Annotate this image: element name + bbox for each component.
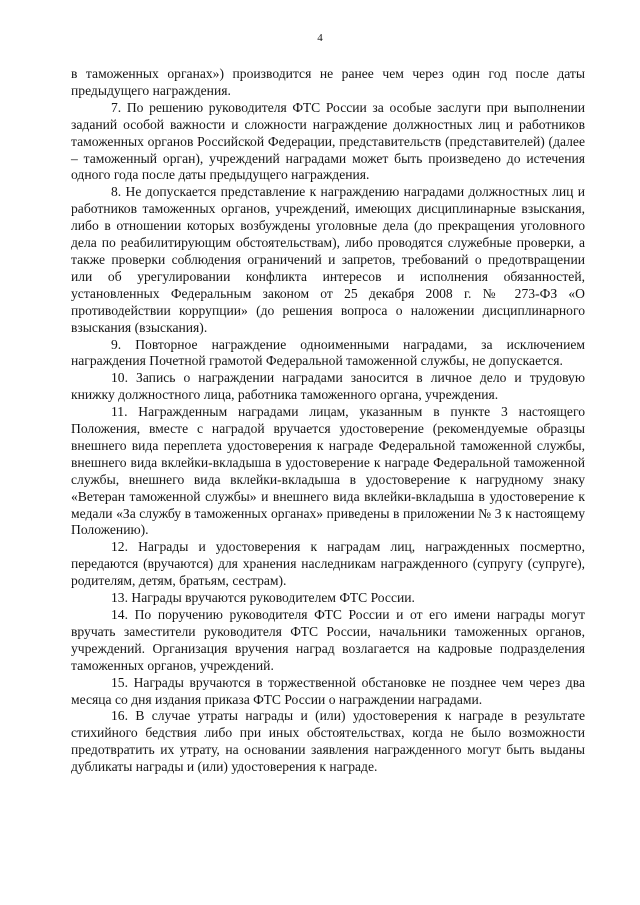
document-body	[71, 66, 585, 776]
paragraph-continuation: в таможенных органах») производится не ранее чем через один год после даты предыдущего награждения.	[71, 66, 585, 98]
paragraph-15: 15. Награды вручаются в торжественной обстановке не позднее чем через два месяца со дня издания приказа ФТС России о награждении наградами.	[71, 674, 585, 707]
paragraph-11: 11. Награжденным наградами лицам, указанным в пункте 3 настоящего Положения, вместе с наградой вручается удостоверение (рекомендуемые образцы внешнего вида переплета удостоверения к награде Федеральной таможенной службы, внешнего вида вклейки-вкладыша в удостоверение к награде Федеральной таможенной службы, внешнего вида вклейки-вкладыша в удостоверение к нагрудному знаку «Ветеран таможенной службы» и внешнего вида вклейки-вкладыша в удостоверение к медали «За службу в таможенных органах» приведены в приложении № 3 к настоящему Положению).	[71, 404, 585, 538]
page-number: 4	[317, 32, 323, 44]
paragraph-9: 9. Повторное награждение одноименными наградами, за исключением награждения Почетной грамотой Федеральной таможенной службы, не допускается.	[71, 336, 585, 369]
paragraph-13: 13. Награды вручаются руководителем ФТС России.	[111, 590, 415, 606]
paragraph-12: 12. Награды и удостоверения к наградам лиц, награжденных посмертно, передаются (вручаются) для хранения наследникам награжденного (супругу (супруге), родителям, детям, братьям, сестрам).	[71, 539, 585, 589]
paragraph-7: 7. По решению руководителя ФТС России за особые заслуги при выполнении заданий особой важности и сложности награждение должностных лиц и работников таможенных органов Российской Федерации, представительств (представителей) (далее – таможенный орган), учреждений наградами может быть произведено до истечения одного года после даты предыдущего награждения.	[71, 99, 585, 183]
paragraph-14: 14. По поручению руководителя ФТС России и от его имени награды могут вручать заместители руководителя ФТС России, начальники таможенных органов, учреждений. Организация вручения наград возлагается на кадровые подразделения таможенных органов, учреждений.	[71, 607, 585, 673]
paragraph-10: 10. Запись о награждении наградами заносится в личное дело и трудовую книжку должностного лица, работника таможенного органа, учреждения.	[71, 370, 585, 403]
paragraph-8: 8. Не допускается представление к награждению наградами должностных лиц и работников таможенных органов, учреждений, имеющих дисциплинарные взыскания, либо в отношении которых возбуждены уголовные дела (до прекращения уголовного дела по реабилитирующим обстоятельствам), либо проводятся служебные проверки, а также проверки соблюдения ограничений и запретов, требований о предотвращении или об урегулировании конфликта интересов и исполнения обязанностей, установленных Федеральным законом от 25 декабря 2008 г. № 273-ФЗ «О противодействии коррупции» (до решения вопроса о наложении дисциплинарного взыскания (взыскания).	[71, 184, 585, 335]
paragraph-16: 16. В случае утраты награды и (или) удостоверения к награде в результате стихийного бедствия либо при иных обстоятельствах, когда не было возможности предотвратить их утрату, на основании заявления награжденного могут быть выданы дубликаты награды и (или) удостоверения к награде.	[71, 708, 585, 775]
